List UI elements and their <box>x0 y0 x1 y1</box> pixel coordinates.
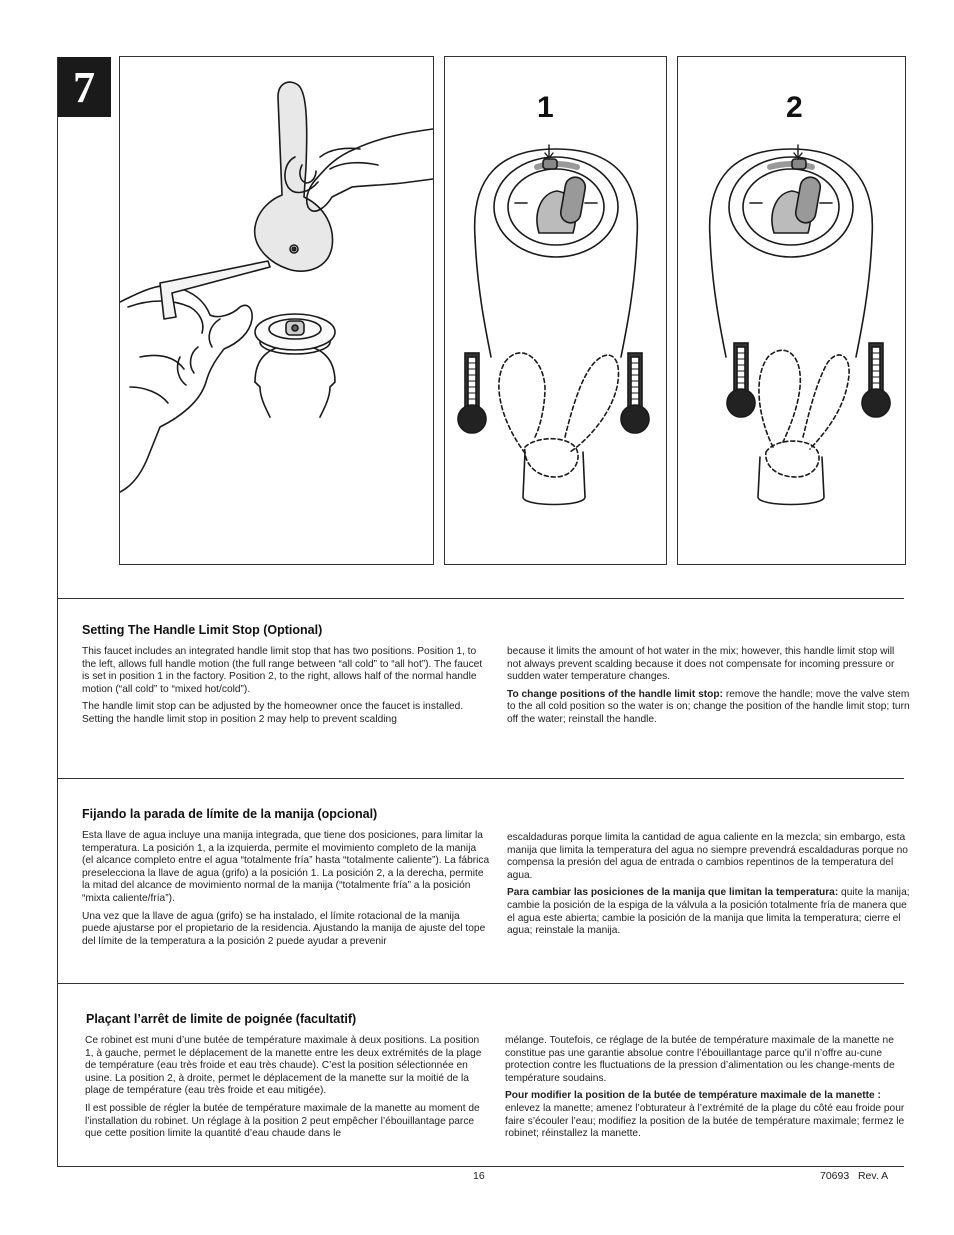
english-left-column <box>82 646 490 732</box>
french-paragraph-3: mélange. Toutefois, ce réglage de la butée de température maximale de la manette ne constitue pas une garantie absolue contre l’ébouillantage parce qu’il n’offre au-cune protection contre les fluctuations de la pression d’alimentation ou les change-ments de température soudains. <box>505 1035 895 1084</box>
spanish-right-column <box>507 832 912 943</box>
french-right-column <box>505 1035 911 1146</box>
hex-key-illustration-panel <box>119 56 434 565</box>
spanish-left-column <box>82 830 490 953</box>
spanish-instruction-heading: Para cambiar las posiciones de la manija que limitan la temperatura: <box>507 887 839 899</box>
page-number: 16 <box>473 1170 485 1182</box>
spanish-paragraph-4 <box>507 887 912 937</box>
french-section-title: Plaçant l’arrêt de limite de poignée (facultatif) <box>86 1012 357 1026</box>
spanish-paragraph-3: escaldaduras porque limita la cantidad de agua caliente en la mezcla; sin embargo, esta manija que limita la temperatura del agua no siempre prevendrá escaldaduras porque no compensa la presión del agua de entrada o cambios repentinos de la temperatura del agua. <box>507 832 908 881</box>
spanish-instruction-text: quite la manija; cambie la posición de la espiga de la válvula a la posición totalmente fría de manera que el agua este abierta; cambie la posición de la manija que limita la temperatura; cierre el agua; reinstale la manija. <box>507 887 910 937</box>
french-left-column <box>85 1035 489 1146</box>
english-paragraph-1: This faucet includes an integrated handle limit stop that has two positions. Position 1, to the left, allows full handle motion (the full range between “all cold” to “all hot”). The faucet is set in position 1 in the factory. Position 2, to the right, allows half of the normal handle motion (“all cold” to “mixed hot/cold”). <box>82 646 483 695</box>
english-paragraph-2: The handle limit stop can be adjusted by the homeowner once the faucet is installed. Setting the handle limit stop in position 2 may help to prevent scalding <box>82 701 464 725</box>
position-2-illustration-panel <box>677 56 906 565</box>
document-reference: 70693 Rev. A <box>820 1170 889 1182</box>
french-paragraph-1: Ce robinet est muni d’une butée de température maximale à deux positions. La position 1, à gauche, permet le déplacement de la manette entre les deux extrémités de la plage de température (eau très froide et eau très chaude). C’est la position sélectionnée en usine. La position 2, à droite, permet le déplacement de la manette sur la moitié de la plage de température (eau très froide et eau mitigée). <box>85 1035 482 1097</box>
english-section-title: Setting The Handle Limit Stop (Optional) <box>82 623 323 637</box>
spanish-section-title: Fijando la parada de límite de la manija (opcional) <box>82 807 378 821</box>
french-paragraph-4 <box>505 1090 911 1140</box>
english-instruction-heading: To change positions of the handle limit stop: <box>507 688 724 700</box>
english-paragraph-4 <box>507 689 910 727</box>
english-instruction-text: remove the handle; move the valve stem to the all cold position so the water is on; change the position of the handle limit stop; turn off the water; reinstall the handle. <box>507 688 910 725</box>
section-divider-1 <box>57 598 904 599</box>
spanish-paragraph-2: Una vez que la llave de agua (grifo) se ha instalado, el límite rotacional de la manija puede ajustarse por el propietario de la residencia. Ajustando la manija de ajuste del tope del límite de la temperatura a la posición 2 puede ayudar a prevenir <box>82 910 486 947</box>
french-instruction-heading: Pour modifier la position de la butée de température maximale de la manette : <box>505 1090 881 1102</box>
faucet-limit-stop-position-2 <box>678 57 905 564</box>
section-divider-4 <box>57 1166 904 1167</box>
hands-hex-key-illustration <box>120 57 433 564</box>
section-divider-3 <box>57 983 904 984</box>
frame-left-rule <box>57 57 58 1167</box>
position-1-label: 1 <box>537 91 554 124</box>
french-instruction-text: enlevez la manette; amenez l’obturateur à l’extrémité de la plage du côté eau froide pour faire s’écouler l’eau; modifiez la position de la butée de température maximale; fermez le robinet; réinstallez la manette. <box>505 1102 905 1140</box>
english-right-column <box>507 646 910 732</box>
section-divider-2 <box>57 778 904 779</box>
position-1-illustration-panel <box>444 56 667 565</box>
step-number-badge: 7 <box>57 57 111 117</box>
english-paragraph-3: because it limits the amount of hot water in the mix; however, this handle limit stop will not always prevent scalding because it does not compensate for incoming pressure or sudden water temperature changes. <box>507 646 895 683</box>
position-2-label: 2 <box>786 91 803 124</box>
spanish-paragraph-1: Esta llave de agua incluye una manija integrada, que tiene dos posiciones, para limitar la temperatura. La posición 1, a la izquierda, permite el movimiento completo de la manija (el alcance completo entre el agua “totalmente fría” hasta “totalmente caliente”). La fábrica preselecciona la llave de agua (grifo) a la posición 1. La posición 2, a la derecha, permite la mitad del alcance de movimiento normal de la manija (“totalmente fría” a la posición “mixta caliente/fría”). <box>82 830 490 904</box>
faucet-limit-stop-position-1 <box>445 57 666 564</box>
french-paragraph-2: Il est possible de régler la butée de température maximale de la manette au moment de l’installation du robinet. Un réglage à la position 2 peut empêcher l’ébouillantage parce que cette position limite la quantité d’eau chaude dans le <box>85 1102 480 1140</box>
